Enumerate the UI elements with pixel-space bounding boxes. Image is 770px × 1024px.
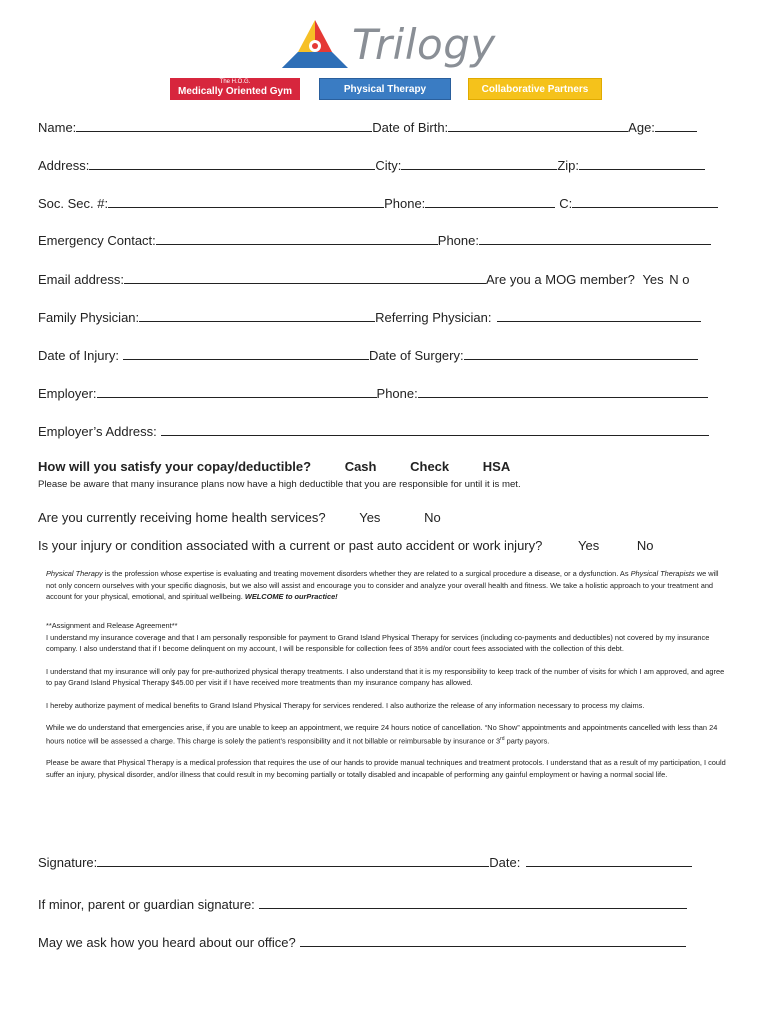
emergency-phone-label: Phone:	[437, 233, 479, 248]
cell-field[interactable]	[572, 194, 718, 208]
email-row	[38, 270, 690, 288]
family-physician-field[interactable]	[139, 308, 375, 322]
family-physician-label: Family Physician:	[38, 310, 140, 325]
pt-term: Physical Therapy	[46, 569, 103, 578]
ssn-field[interactable]	[108, 194, 384, 208]
age-label: Age:	[628, 120, 655, 135]
badge-collaborative: Collaborative Partners	[468, 78, 602, 100]
guardian-field[interactable]	[259, 895, 687, 909]
agreement-p5: Please be aware that Physical Therapy is a medical profession that requires the use of our hands to provide manual techniques and treatment protocols. I understand that as a result of my participation, I could suffer an injury, physical disorder, and/or illness that could result in my becoming partially or totally disabled and incapable of performing any gainful employment or having a normal social life.	[46, 758, 726, 779]
auto-accident-no[interactable]: No	[636, 538, 654, 553]
auto-accident-question: Is your injury or condition associated with a current or past auto accident or work injury?	[38, 538, 543, 553]
employer-address-row	[38, 422, 709, 440]
email-field[interactable]	[124, 270, 486, 284]
guardian-row	[38, 895, 687, 913]
emergency-row	[38, 231, 711, 249]
dob-label: Date of Birth:	[372, 120, 449, 135]
agreement-p4: While we do understand that emergencies arise, if you are unable to keep an appointment, we require 24 hours notice of cancellation. “No Show” appointments and appointments cancelled with less than 24 hours notice will be assessed a charge. This charge is solely the patient’s responsibility and it not billable or reimbursable by insurance or 3rd party payors.	[46, 723, 718, 745]
cell-label: C:	[559, 196, 573, 211]
ssn-label: Soc. Sec. #:	[38, 196, 109, 211]
heard-field[interactable]	[300, 933, 686, 947]
name-row	[38, 118, 697, 136]
date-label: Date:	[489, 855, 521, 870]
name-field[interactable]	[76, 118, 372, 132]
name-label: Name:	[38, 120, 77, 135]
phone-label: Phone:	[384, 196, 426, 211]
address-label: Address:	[38, 158, 90, 173]
mog-yes-option[interactable]: Yes	[642, 272, 664, 287]
badge-mog: The H.O.G. Medically Oriented Gym	[170, 78, 300, 100]
signature-field[interactable]	[97, 853, 489, 867]
agreement-heading: **Assignment and Release Agreement**	[46, 621, 178, 630]
pts-term: Physical Therapists	[630, 569, 695, 578]
signature-row	[38, 853, 692, 871]
copay-option-check[interactable]: Check	[410, 459, 450, 474]
ssn-row	[38, 194, 718, 212]
guardian-label: If minor, parent or guardian signature:	[38, 897, 255, 912]
surgery-date-label: Date of Surgery:	[368, 348, 464, 363]
brand-name: Trilogy	[352, 20, 496, 69]
city-label: City:	[375, 158, 402, 173]
home-health-row	[38, 510, 441, 528]
emergency-phone-field[interactable]	[479, 231, 711, 245]
injury-date-field[interactable]	[123, 346, 369, 360]
badge-physical-therapy: Physical Therapy	[319, 78, 451, 100]
copay-option-cash[interactable]: Cash	[344, 459, 377, 474]
emergency-field[interactable]	[156, 231, 438, 245]
employer-field[interactable]	[97, 384, 377, 398]
city-field[interactable]	[401, 156, 557, 170]
phone-field[interactable]	[425, 194, 555, 208]
address-field[interactable]	[89, 156, 375, 170]
copay-question: How will you satisfy your copay/deductible?	[38, 459, 312, 474]
copay-note: Please be aware that many insurance plans now have a high deductible that you are responsible for until it is met.	[38, 479, 521, 490]
referring-physician-field[interactable]	[497, 308, 701, 322]
dob-field[interactable]	[448, 118, 628, 132]
home-health-yes[interactable]: Yes	[359, 510, 381, 525]
agreement-p1: I understand my insurance coverage and that I am personally responsible for payment to Grand Island Physical Therapy for services (including co-payments and deductibles) not covered by my insurance company. I also understand that if I become delinquent on my account, I will be responsible for collection fees of 35% and/or court fees associated with the collection of this debt.	[46, 632, 710, 653]
employer-phone-field[interactable]	[418, 384, 708, 398]
agreement-p3: I hereby authorize payment of medical benefits to Grand Island Physical Therapy for services rendered. I also authorize the release of any information necessary to process my claims.	[46, 700, 645, 710]
copay-option-hsa[interactable]: HSA	[482, 459, 511, 474]
trilogy-logo-icon	[280, 18, 350, 70]
heard-row	[38, 933, 686, 951]
auto-accident-yes[interactable]: Yes	[577, 538, 600, 553]
email-label: Email address:	[38, 272, 124, 287]
emergency-label: Emergency Contact:	[38, 233, 156, 248]
home-health-no[interactable]: No	[424, 510, 441, 525]
zip-label: Zip:	[557, 158, 579, 173]
surgery-date-field[interactable]	[464, 346, 698, 360]
employer-row	[38, 384, 708, 402]
welcome-text: WELCOME to ourPractice!	[244, 592, 338, 601]
employer-address-label: Employer’s Address:	[38, 424, 157, 439]
zip-field[interactable]	[579, 156, 705, 170]
physician-row	[38, 308, 701, 326]
mog-question: Are you a MOG member?	[485, 272, 635, 287]
injury-date-label: Date of Injury:	[38, 348, 119, 363]
mog-no-option[interactable]: N o	[669, 272, 690, 287]
referring-physician-label: Referring Physician:	[375, 310, 492, 325]
home-health-question: Are you currently receiving home health services?	[38, 510, 326, 525]
employer-address-field[interactable]	[161, 422, 709, 436]
signature-label: Signature:	[38, 855, 98, 870]
employer-label: Employer:	[38, 386, 97, 401]
heard-label: May we ask how you heard about our office?	[38, 935, 296, 950]
intro-paragraph: Physical Therapy is the profession whose expertise is evaluating and treating movement disorders whether they are related to a surgical procedure a disease, or a dysfunction. As Physical Therapists we will not only concern ourselves with your specific diagnosis, but we also will assist and encourage you to consider and analyze your overall health and fitness. We take a holistic approach to your treatment and account for your physical, emotional, and spiritual wellbeing. WELCOME to ourPractice!	[46, 569, 719, 601]
date-field[interactable]	[526, 853, 692, 867]
copay-row	[38, 459, 510, 477]
dates-row	[38, 346, 698, 364]
agreement-section	[46, 620, 730, 780]
address-row	[38, 156, 705, 174]
age-field[interactable]	[655, 118, 697, 132]
employer-phone-label: Phone:	[376, 386, 418, 401]
auto-accident-row	[38, 538, 653, 556]
agreement-p2: I understand that my insurance will only pay for pre-authorized physical therapy treatments. I also understand that it is my responsibility to keep track of the number of visits for which I am approved, and agree to pay Grand Island Physical Therapy $45.00 per visit if I have received more treatments than my insurance company has allowed.	[46, 666, 725, 687]
